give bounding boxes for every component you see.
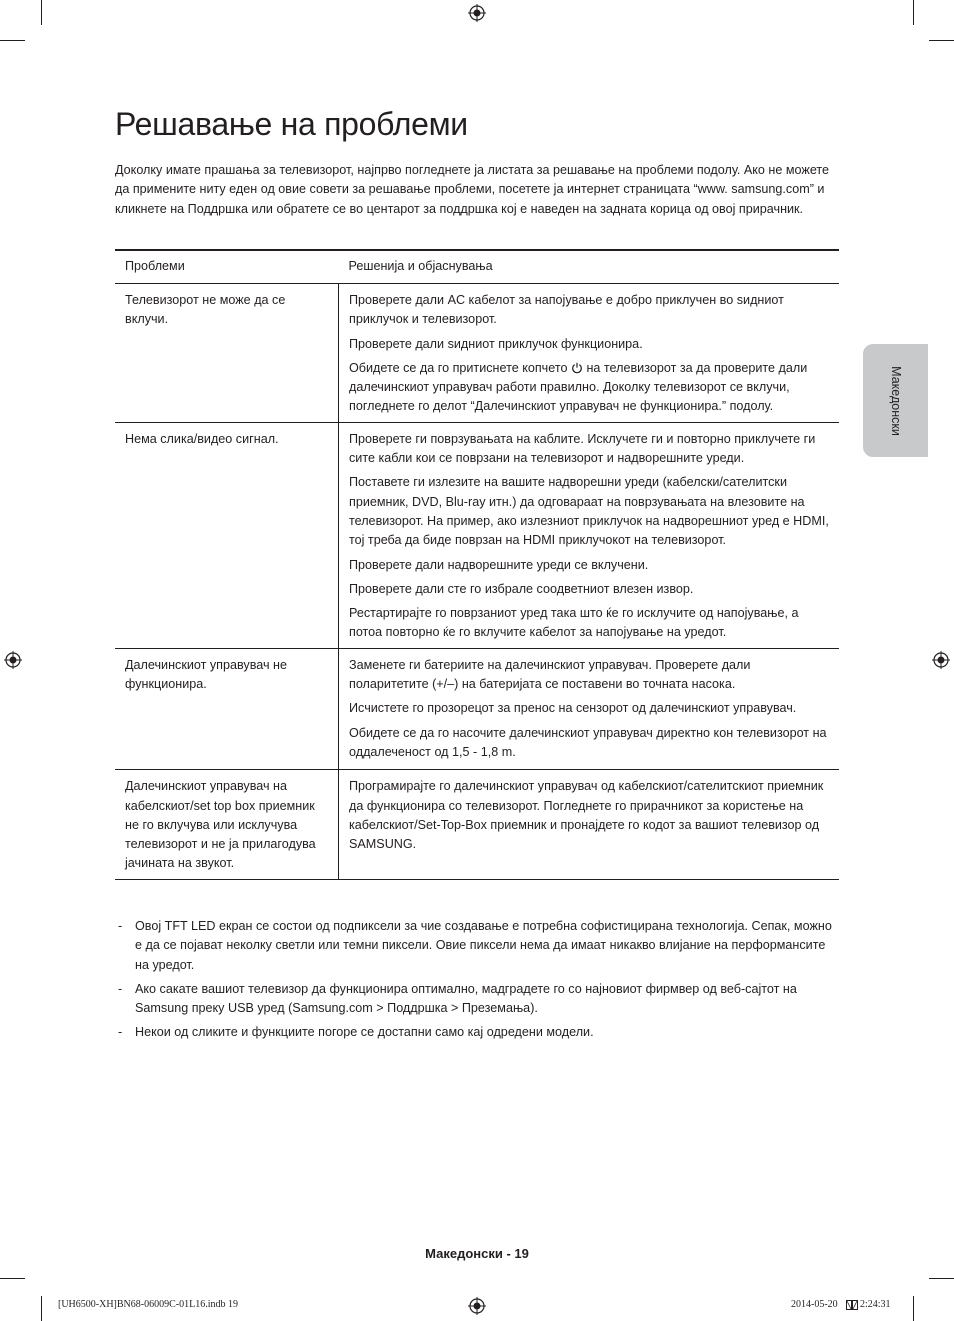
- indd-date: 2014-05-20: [791, 1299, 838, 1310]
- solution-text-part: на телевизорот за да проверите дали далечинскиот управувач работи правилно. Доколку телевизорот се вклучи, погледнете го делот “Далечинскиот управувач не функционира.” подолу.: [349, 360, 808, 414]
- crop-mark: [41, 0, 42, 25]
- crop-mark: [913, 1296, 914, 1321]
- solution-text: Заменете ги батериите на далечинскиот управувач. Проверете дали поларитетите (+/–) на батеријата се поставени во точната насока.: [349, 657, 751, 692]
- problem-cell: Нема слика/видео сигнал.: [115, 422, 339, 648]
- solution-text: Проверете дали ѕидниот приклучок функционира.: [349, 336, 643, 351]
- problem-cell: Далечинскиот управувач не функционира.: [115, 648, 339, 769]
- language-side-tab: [863, 344, 928, 457]
- language-side-tab-label: Македонски: [888, 365, 903, 436]
- crop-mark: [0, 40, 25, 41]
- registration-mark-icon: [932, 651, 950, 669]
- note-text: Овој TFT LED екран се состои од подпиксели за чие создавање е потребна софистицирана технологија. Сепак, можно е да се појават неколку светли или темни пиксели. Овие пиксели нема да имаат никакво влијание на перформансите на уредот.: [135, 919, 832, 972]
- indd-time: 2:24:31: [860, 1299, 891, 1310]
- note-dash: -: [118, 1025, 123, 1040]
- solution-text: Проверете дали AC кабелот за напојување е добро приклучен во ѕидниот приклучок и телевизорот.: [349, 293, 784, 327]
- note-text: Некои од сликите и функциите погоре се достапни само кај одредени модели.: [135, 1025, 594, 1040]
- solution-text: Проверете ги поврзувањата на каблите. Исклучете ги и повторно приклучете ги сите кабли кои се поврзани на телевизорот и надворешните уреди.: [349, 431, 816, 466]
- column-header-problems: Проблеми: [125, 259, 185, 274]
- table-row: [115, 770, 839, 879]
- registration-mark-icon: [468, 1297, 486, 1315]
- registration-mark-icon: [4, 651, 22, 669]
- solution-text: Проверете дали надворешните уреди се вклучени.: [349, 557, 649, 572]
- crop-mark: [913, 0, 914, 25]
- solutions-cell: [339, 422, 840, 648]
- table-header-row: [115, 250, 839, 284]
- solution-text: [349, 359, 829, 417]
- note-text: Ако сакате вашиот телевизор да функционира оптимално, мадградете го со најновиот фирмвер од веб-сајтот на Samsung преку USB уред (Samsung.com > Поддршка > Преземања).: [135, 981, 797, 1016]
- crop-mark: [929, 40, 954, 41]
- table-row: [115, 284, 839, 423]
- page-footer: Македонски - 19: [425, 1246, 529, 1261]
- solution-text: Програмирајте го далечинскиот управувач од кабелскиот/сателитскиот приемник да функционира со телевизорот. Погледнете го прирачникот за користење на кабелскиот/Set-Top-Box приемник и пронајдете го кодот за вашиот телевизор од SAMSUNG.: [349, 779, 824, 852]
- solution-text: Поставете ги излезите на вашите надворешни уреди (кабелски/сателитски приемник, DVD, Blu-ray итн.) да одговараат на поврзувањата на влезовите на телевизорот. На пример, ако излезниот приклучок на надворешниот уред е HDMI, тој треба да биде поврзан на HDMI приклучокот на телевизорот.: [349, 475, 829, 548]
- problem-cell: Далечинскиот управувач на кабелскиот/set top box приемник не го вклучува или исклучува телевизорот и не ја прилагодува јачината на звукот.: [115, 770, 339, 879]
- intro-paragraph: Доколку имате прашања за телевизорот, најпрво погледнете ја листата за решавање на проблеми подолу. Ако не можете да примените ниту еден од овие совети за решавање проблеми, посетете ја интернет страницата “www. samsung.com” и кликнете на Поддршка или обратете се во центарот за поддршка кој е наведен на задната корица од овој прирачник.: [115, 163, 830, 216]
- solutions-cell: [339, 284, 840, 423]
- solutions-cell: [339, 648, 840, 769]
- notes-list: [115, 917, 840, 1048]
- page-title: Решавање на проблеми: [115, 106, 468, 142]
- solution-text: Проверете дали сте го избрале соодветниот влезен извор.: [349, 581, 694, 596]
- solution-text-part: Обидете се да го притиснете копчето: [349, 360, 568, 375]
- troubleshooting-table: [115, 249, 839, 880]
- note-dash: -: [118, 981, 123, 996]
- solution-text: Исчистете го прозорецот за пренос на сензорот од далечинскиот управувач.: [349, 701, 797, 716]
- crop-mark: [929, 1278, 954, 1279]
- table-row: [115, 422, 839, 648]
- registration-mark-icon: [468, 4, 486, 22]
- solution-text: Рестартирајте го поврзаниот уред така што ќе го исклучите од напојување, а потоа повторно ќе го вклучите кабелот за напојување на уредот.: [349, 606, 799, 640]
- print-slug-icon: [846, 1300, 858, 1310]
- note-item: [115, 1023, 840, 1042]
- note-item: [115, 917, 840, 975]
- power-icon: [571, 362, 583, 374]
- column-header-solutions: Решенија и објаснувања: [348, 259, 493, 274]
- solution-text: Обидете се да го насочите далечинскиот управувач директно кон телевизорот на оддалеченост од 1,5 - 1,8 m.: [349, 725, 827, 759]
- solutions-cell: [339, 770, 840, 879]
- note-dash: -: [118, 919, 123, 933]
- crop-mark: [0, 1278, 25, 1279]
- problem-cell: Телевизорот не може да се вклучи.: [115, 284, 339, 423]
- crop-mark: [41, 1296, 42, 1321]
- indd-filename: [UH6500-XH]BN68-06009C-01L16.indb 19: [58, 1299, 238, 1310]
- table-row: [115, 648, 839, 769]
- note-item: [115, 980, 840, 1019]
